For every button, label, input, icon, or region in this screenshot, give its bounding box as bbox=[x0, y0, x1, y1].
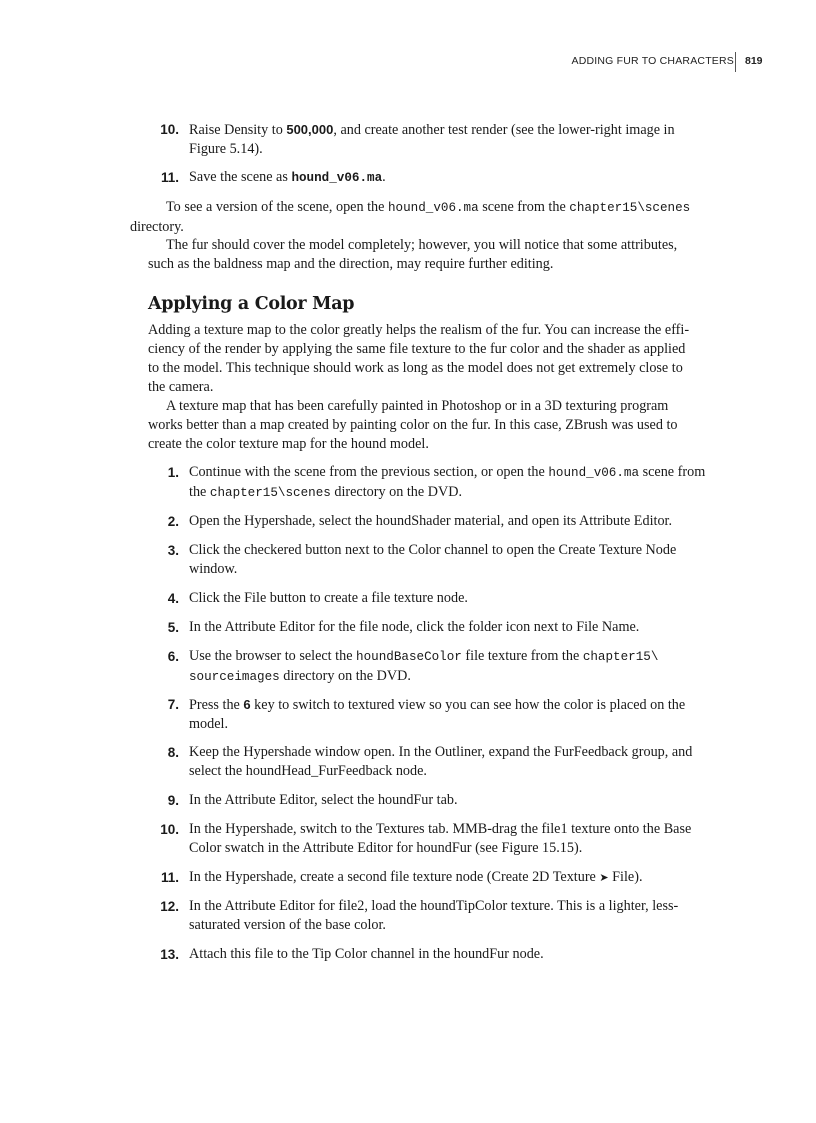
menu-arrow-icon: ➤ bbox=[599, 871, 609, 884]
list-item bbox=[160, 120, 744, 159]
running-head-title: ADDING FUR TO CHARACTERS bbox=[571, 55, 734, 67]
step-number: 11. bbox=[160, 870, 179, 885]
list-item bbox=[167, 791, 744, 810]
list-item bbox=[167, 618, 744, 637]
list-item bbox=[167, 463, 744, 503]
para-line: A texture map that has been carefully painted in Photoshop or in a 3D texturing program bbox=[166, 398, 669, 414]
list-item bbox=[160, 945, 744, 964]
para-line: create the color texture map for the hound model. bbox=[148, 436, 429, 452]
step-number: 8. bbox=[167, 745, 179, 760]
step-text: Click the File button to create a file texture node. bbox=[189, 590, 468, 606]
list-item bbox=[160, 868, 744, 887]
para-line: ciency of the render by applying the same file texture to the fur color and the shader as applied bbox=[148, 341, 686, 357]
list-item bbox=[167, 541, 744, 579]
para-line: Adding a texture map to the color greatly helps the realism of the fur. You can increase the effi- bbox=[148, 322, 690, 338]
step-number: 7. bbox=[167, 697, 179, 712]
step-text: Use the browser to select the bbox=[189, 648, 357, 664]
step-number: 12. bbox=[160, 899, 179, 914]
step-text: Attach this file to the Tip Color channel in the houndFur node. bbox=[189, 946, 544, 962]
section-heading: Applying a Color Map bbox=[148, 294, 355, 314]
step-number: 2. bbox=[167, 514, 179, 529]
step-value: 500,000 bbox=[286, 122, 334, 137]
para-line: works better than a map created by painting color on the fur. In this case, ZBrush was used to bbox=[148, 417, 678, 433]
step-text: saturated version of the base color. bbox=[189, 917, 386, 933]
step-number: 4. bbox=[167, 591, 179, 606]
para-line: such as the baldness map and the direction, may require further editing. bbox=[148, 256, 554, 272]
list-item bbox=[167, 647, 744, 687]
step-number: 3. bbox=[167, 543, 179, 558]
step-number: 10. bbox=[160, 122, 179, 137]
page-number: 819 bbox=[745, 55, 763, 67]
step-text: In the Attribute Editor for file2, load the houndTipColor texture. This is a lighter, less- bbox=[189, 898, 679, 914]
step-text: . bbox=[382, 169, 386, 185]
step-number: 5. bbox=[167, 620, 179, 635]
para-text: directory. bbox=[130, 219, 184, 235]
para-text: To see a version of the scene, open the bbox=[166, 199, 388, 215]
paragraph bbox=[130, 198, 744, 237]
list-item bbox=[160, 820, 744, 858]
step-text: directory on the DVD. bbox=[330, 484, 463, 500]
step-text: , and create another test render (see the lower-right image in bbox=[333, 122, 675, 138]
step-text: the bbox=[189, 484, 210, 500]
step-text: Save the scene as bbox=[189, 169, 292, 185]
step-text: Raise Density to bbox=[189, 122, 287, 138]
paragraph bbox=[148, 236, 744, 274]
step-text: File). bbox=[608, 869, 643, 885]
step-text: file texture from the bbox=[461, 648, 583, 664]
file-name: houndBaseColor bbox=[356, 650, 462, 664]
list-item bbox=[167, 743, 744, 781]
directory-path: chapter15\ bbox=[582, 650, 659, 664]
list-item bbox=[160, 168, 744, 188]
step-number: 9. bbox=[167, 793, 179, 808]
step-number: 10. bbox=[160, 822, 179, 837]
step-text: key to switch to textured view so you can see how the color is placed on the bbox=[250, 697, 686, 713]
step-text: In the Attribute Editor for the file node, click the folder icon next to File Name. bbox=[189, 619, 640, 635]
step-text: window. bbox=[189, 561, 238, 577]
list-item bbox=[167, 695, 744, 734]
file-name: hound_v06.ma bbox=[387, 201, 479, 215]
file-name: hound_v06.ma bbox=[548, 466, 640, 480]
key-name: 6 bbox=[243, 697, 251, 712]
step-text: Figure 5.14). bbox=[189, 141, 263, 157]
file-name: hound_v06.ma bbox=[291, 171, 383, 185]
list-item bbox=[160, 897, 744, 935]
step-text: Continue with the scene from the previous section, or open the bbox=[189, 464, 549, 480]
step-number: 13. bbox=[160, 947, 179, 962]
directory-path: chapter15\scenes bbox=[569, 201, 691, 215]
directory-path: sourceimages bbox=[189, 670, 280, 684]
step-text: Click the checkered button next to the Color channel to open the Create Texture Node bbox=[189, 542, 677, 558]
paragraph bbox=[148, 321, 744, 397]
para-text: scene from the bbox=[478, 199, 570, 215]
step-number: 1. bbox=[167, 465, 179, 480]
para-line: the camera. bbox=[148, 379, 214, 395]
step-text: select the houndHead_FurFeedback node. bbox=[189, 763, 427, 779]
running-head bbox=[0, 54, 768, 72]
step-text: In the Hypershade, create a second file texture node (Create 2D Texture bbox=[189, 869, 600, 885]
step-text: Keep the Hypershade window open. In the Outliner, expand the FurFeedback group, and bbox=[189, 744, 693, 760]
para-line: The fur should cover the model completely; however, you will notice that some attributes, bbox=[166, 237, 678, 253]
step-number: 11. bbox=[160, 170, 179, 185]
running-head-divider bbox=[735, 52, 736, 72]
list-item bbox=[167, 589, 744, 608]
step-text: Color swatch in the Attribute Editor for houndFur (see Figure 15.15). bbox=[189, 840, 583, 856]
directory-path: chapter15\scenes bbox=[209, 486, 331, 500]
list-item bbox=[167, 512, 744, 531]
para-line: to the model. This technique should work as long as the model does not get extremely close to bbox=[148, 360, 683, 376]
step-text: Open the Hypershade, select the houndShader material, and open its Attribute Editor. bbox=[189, 513, 673, 529]
paragraph bbox=[148, 397, 744, 454]
step-number: 6. bbox=[167, 649, 179, 664]
step-text: scene from bbox=[639, 464, 706, 480]
step-text: In the Attribute Editor, select the houndFur tab. bbox=[189, 792, 458, 808]
step-text: model. bbox=[189, 716, 229, 732]
step-text: Press the bbox=[189, 697, 244, 713]
step-text: In the Hypershade, switch to the Textures tab. MMB-drag the file1 texture onto the Base bbox=[189, 821, 692, 837]
step-text: directory on the DVD. bbox=[279, 668, 411, 684]
